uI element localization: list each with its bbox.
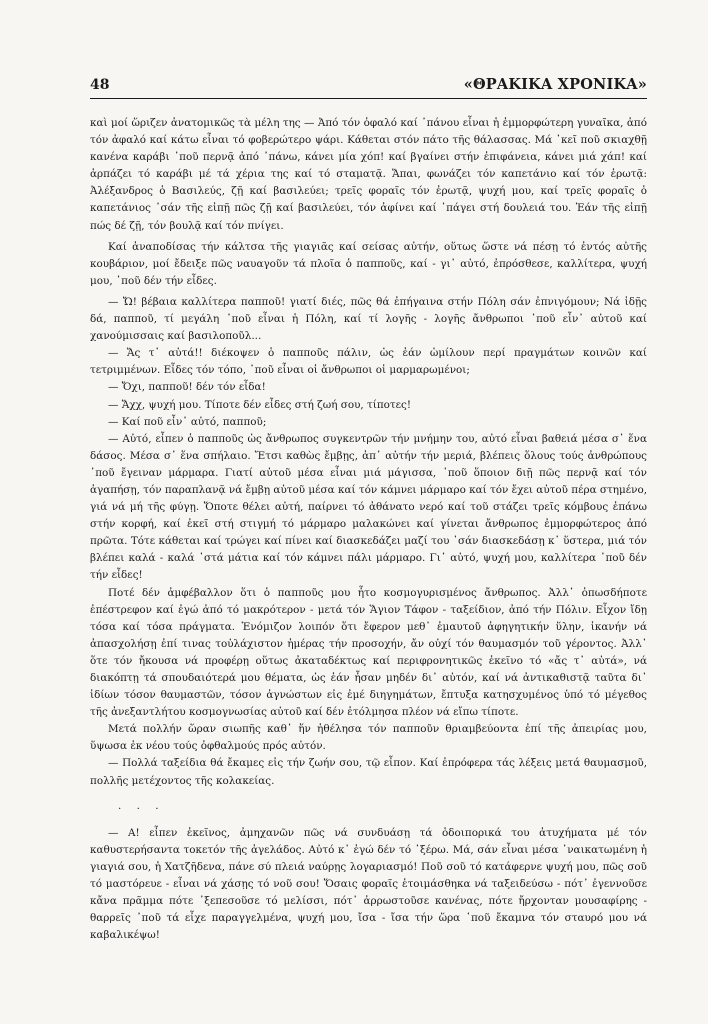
- paragraph: Ποτέ δέν ἀμφέβαλλον ὅτι ὁ παπποῦς μου ἦτο κοσμογυρισμένος ἄνθρωπος. Ἀλλ᾽ ὁπωσδήποτε ἐπέστρεφον καί ἐγώ ἀπό τό μακρότερον - μετά τόν Ἅγιον Τάφον - ταξείδιον, ἀπό τήν Πόλιν. Εἶχον ἴδῃ τόσα καί τόσα πράγματα. Ἐνόμιζον λοιπόν ὅτι ἔφερον μεθ᾽ ἐμαυτοῦ ἀφηγητικήν ὕλην, ἱκανήν νά ἀπασχολήσῃ ἐπί τινας τοὐλάχιστον ἡμέρας τήν προσοχήν, ἄν οὐχί τόν θαυμασμόν τοῦ γέροντος. Ἀλλ᾽ ὅτε τόν ἤκουσα νά προφέρῃ οὕτως ἀκαταδέκτως καί περιφρονητικῶς ἐκεῖνο τό «ἄς τ᾽ αὐτά», νά διακόπτῃ τά σπουδαιότερά μου θέματα, ὡς ἐάν ἦσαν μηδέν δι᾽ αὐτόν, καί νά ἀντικαθιστᾷ ταῦτα δι᾽ ἰδίων τόσον θαυμαστῶν, τόσον ἀγνώστων εἰς ἐμέ διηγημάτων, ἔπτυξα κατησχυμένος ὑπό τό μέγεθος τῆς ἀνεξαντλήτου κοσμογνωσίας αὐτοῦ καί δέν ἐτόλμησα πλέον νά εἴπω τίποτε.: [90, 586, 647, 719]
- paragraph: — Καί ποῦ εἶν᾽ αὐτό, παπποῦ;: [108, 415, 267, 428]
- paragraph: — Ὤ! βέβαια καλλίτερα παπποῦ! γιατί διές, πῶς θά ἐπήγαινα στήν Πόλη σάν ἐπνιγόμουν; Νά ἰδῇς δά, παπποῦ, τί μεγάλη ᾽ποῦ εἶναι ἡ Πόλη, καί τί λογῆς - λογῆς ἄνθρωποι ᾽ποῦ εἶν᾽ αὐτοῦ καί χανούμισσαις καί βασιλοποῦλ...: [90, 295, 647, 343]
- paragraph: καὶ μοί ὥριζεν ἀνατομικῶς τὰ μέλη της — Ἀπό τόν ὀφαλό καί ᾽πάνου εἶναι ἡ ἐμμορφώτερη γυναῖκα, ἀπό τόν ἀφαλό καί κάτω εἶναι τό φοβερώτερο ψάρι. Κάθεται στόν πάτο τῆς θάλασσας. Μά ᾽κεῖ ποῦ σκιαχθῇ κανένα καράβι ᾽ποῦ περνᾷ ἀπό ᾽πάνω, κάνει μία χόπ! καί βγαίνει στήν ἐπιφάνεια, κάνει μιά χάπ! καί ἁρπάζει τό καράβι μέ τά χέρια της καί τό σταματᾷ. Ἄπαι, φωνάζει τόν καπετάνιο καί τόν ἐρωτᾷ: Ἀλέξανδρος ὁ Βασιλεύς, ζῇ καί βασιλεύει; τρεῖς φοραῖς τόν ἐρωτᾷ, ψυχή μου, καί τρεῖς φοραῖς ὁ καπετάνιος ᾽σάν τῆς εἰπῇ πῶς ζῇ καί βασιλεύει, τόν ἀφίνει καί ᾽πάγει στή δουλειά του. Ἐάν τῆς εἰπῇ πώς δέ ζῇ, τόν βουλᾷ καί τόν πνίγει.: [90, 117, 647, 232]
- paragraph: Μετά πολλήν ὥραν σιωπῆς καθ᾽ ἥν ἠθέλησα τόν παπποῦν θριαμβεύοντα ἐπί τῆς ἀπειρίας μου, ὕψωσα ἐκ νέου τούς ὀφθαλμούς πρός αὐτόν.: [90, 723, 647, 753]
- paragraph: — Ἄς τ᾽ αὐτά!! διέκοψεν ὁ παπποῦς πάλιν, ὡς ἐάν ὡμίλουν περί πραγμάτων κοινῶν καί τετριμμένων. Εἶδες τόν τόπο, ᾽ποῦ εἶναι οἱ ἄνθρωποι οἱ μαρμαρωμένοι;: [90, 347, 647, 377]
- paragraph: — Α! εἶπεν ἐκεῖνος, ἀμηχανῶν πῶς νά συνδυάσῃ τά ὁδοιπορικά του ἀτυχήματα μέ τόν καθυστερήσαντα τοκετόν τῆς ἀγελάδος. Αὐτό κ᾽ ἐγώ δέν τό ᾽ξέρω. Μά, σάν εἶναι μέσα ᾽ναικατωμένη ἡ γιαγιά σου, ἡ Χατζῆδενα, πάνε σύ πλειά ναύρῃς λογαριασμό! Ποῦ σοῦ τό κατάφερνε ψυχή μου, πῶς σοῦ τό μαστόρευε - εἶναι νά χάσῃς τό νοῦ σου! Ὅσαις φοραῖς ἑτοιμάσθηκα νά ταξειδεύσω - πότ᾽ ἐγεννοῦσε κἄνα πρᾶμμα πότε ᾽ξεπεσοῦσε τό μελίσσι, πότ᾽ ἀρρωστοῦσε κανένας, πότε ἤρχονταν μουσαφίρης - θαρρεῖς ᾽ποῦ τά εἶχε παραγγελμένα, ψυχή μου, ἴσα - ἴσα τήν ὥρα ᾽ποῦ ἔκαμνα τόν σταυρό μου νά καβαλικέψω!: [90, 826, 647, 942]
- paragraph: — Ἄχχ, ψυχή μου. Τίποτε δέν εἶδες στή ζωή σου, τίποτες!: [108, 398, 412, 411]
- article-body: [90, 115, 647, 944]
- document-page: [90, 76, 647, 944]
- paragraph: Καί ἀναποδίσας τήν κάλτσα τῆς γιαγιᾶς καί σείσας αὐτήν, οὕτως ὥστε νά πέσῃ τό ἐντός αὐτῆς κουβάριον, μοί ἔδειξε πῶς ναυαγοῦν τά πλοῖα ὁ παπποῦς, καί - γι᾽ αὐτό, ἐπρόσθεσε, καλλίτερα, ψυχή μου, ᾽ποῦ δέν τήν εἶδες.: [90, 240, 647, 287]
- paragraph: — Αὐτό, εἶπεν ὁ παπποῦς ὡς ἄνθρωπος συγκεντρῶν τήν μνήμην του, αὐτό εἶναι βαθειά μέσα σ᾽ ἕνα δάσος. Μέσα σ᾽ ἕνα σπήλαιο. Ἔτσι καθὼς ἔμβῃς, ἀπ᾽ αὐτήν τήν μεριά, βλέπεις ὅλους τούς ἀνθρώπους ᾽ποῦ ἔγειναν μάρμαρα. Γιατί αὐτοῦ μέσα εἶναι μιά μάγισσα, ᾽ποῦ ὅποιον διῇ πῶς περνᾷ καί τόν ἀγαπήσῃ, τόν παραπλανᾷ νά ἔμβῃ αὐτοῦ μέσα καί τόν κάμνει μάρμαρο καί τόν ἔχει αὐτοῦ πέρα στημένο, γιά νά μή τῆς φύγῃ. Ὅποτε θέλει αὐτή, παίρνει τό ἀθάνατο νερό καί τοῦ στάζει τρεῖς κόμβους ἐπάνω στήν κορφή, καί ἐκεῖ στή στιγμή τό μάρμαρο μαλακώνει καί γίνεται ἄνθρωπος ἐμμορφώτερος ἀπό πρῶτα. Τότε κάθεται καί τρώγει καί πίνει καί διασκεδάζει μαζί του ᾽σάν διασκεδάσῃ κ᾽ ὕστερα, μιά τόν βλέπει καλά - καλά ᾽στά μάτια καί τόν κάμνει πάλι μάρμαρο. Γι᾽ αὐτό, ψυχή μου, καλλίτερα ᾽ποῦ δέν τήν εἶδες!: [90, 432, 647, 582]
- page-number: 48: [90, 77, 110, 93]
- paragraph: — Ὄχι, παπποῦ! δέν τόν εἶδα!: [108, 381, 266, 394]
- running-title: «ΘΡΑΚΙΚΑ ΧΡΟΝΙΚΑ»: [463, 76, 647, 93]
- page-header: [90, 76, 647, 99]
- paragraph: — Πολλά ταξείδια θά ἔκαμες εἰς τήν ζωήν σου, τῷ εἶπον. Καί ἐπρόφερα τάς λέξεις μετά θαυμασμοῦ, πολλῆς μετέχοντος τῆς κολακείας.: [90, 757, 647, 787]
- section-break: . . .: [118, 799, 165, 812]
